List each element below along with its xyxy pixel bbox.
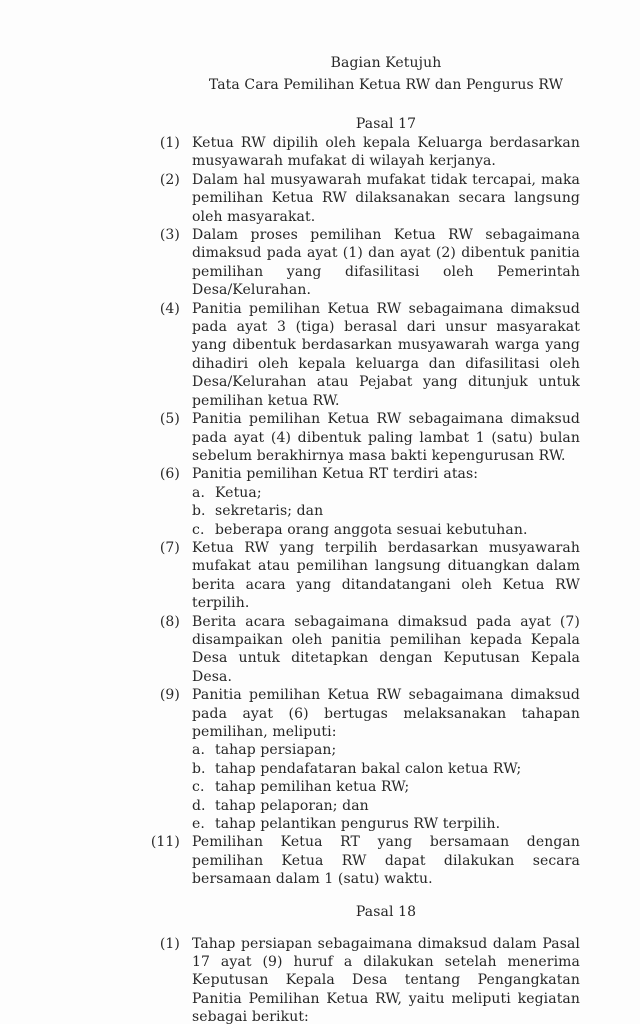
item-body: [192, 613, 580, 687]
item-text: Tahap persiapan sebagaimana dimaksud dalam Pasal 17 ayat (9) huruf a dilakukan setelah menerima Keputusan Kepala Desa tentang Pengangkatan Panitia Pemilihan Ketua RW, yaitu meliputi kegiatan sebagai berikut:: [192, 935, 580, 1024]
article-items: [146, 935, 580, 1024]
item-text: Panitia pemilihan Ketua RW sebagaimana dimaksud pada ayat (4) dibentuk paling lambat 1 (satu) bulan sebelum berakhirnya masa bakti kepengurusan RW.: [192, 411, 580, 464]
article: [0, 903, 640, 1024]
item-text: Berita acara sebagaimana dimaksud pada ayat (7) disampaikan oleh panitia pemilihan kepada Kepala Desa untuk ditetapkan dengan Keputusan Kepala Desa.: [192, 613, 580, 685]
item-text: Panitia pemilihan Ketua RT terdiri atas:: [192, 466, 479, 483]
item-body: [192, 171, 580, 226]
sub-item-text: tahap pelantikan pengurus RW terpilih.: [215, 816, 501, 833]
sub-item-letter: a.: [192, 484, 205, 501]
sub-item-text: tahap pelaporan; dan: [215, 797, 369, 814]
list-item: [146, 539, 580, 613]
item-number: (11): [150, 834, 180, 851]
item-body: [192, 935, 580, 1024]
sub-item-text: tahap pemilihan ketua RW;: [215, 779, 410, 796]
sub-item-letter: b.: [192, 760, 206, 777]
list-item: [146, 300, 580, 410]
item-text: Panitia pemilihan Ketua RW sebagaimana dimaksud pada ayat (6) bertugas melaksanakan tahapan pemilihan, meliputi:: [192, 687, 580, 740]
list-item: [146, 935, 580, 1024]
item-text: Pemilihan Ketua RT yang bersamaan dengan pemilihan Ketua RW dapat dilakukan secara bersamaan dalam 1 (satu) waktu.: [192, 834, 580, 888]
article-title: Pasal 17: [355, 116, 417, 132]
item-body: [192, 134, 580, 171]
item-body: [192, 539, 580, 613]
section-heading-line1: Bagian Ketujuh: [330, 55, 442, 71]
item-number: (5): [159, 411, 180, 428]
item-number: (2): [159, 171, 180, 188]
sub-item-letter: e.: [192, 816, 205, 833]
item-number: (8): [159, 613, 180, 630]
list-item: [146, 686, 580, 833]
sub-item-letter: a.: [192, 742, 205, 759]
item-number: (1): [159, 135, 180, 151]
section-heading: [192, 52, 580, 96]
sub-item-text: sekretaris; dan: [215, 503, 324, 520]
sub-item: [192, 502, 580, 520]
articles-container: [0, 115, 640, 1024]
item-number: (7): [159, 539, 180, 556]
article-items: [146, 134, 580, 889]
sub-item-text: tahap persiapan;: [215, 742, 337, 759]
sub-item-letter: c.: [192, 779, 205, 796]
sub-list: [192, 741, 580, 833]
article: [0, 115, 640, 889]
item-text: Dalam hal musyawarah mufakat tidak tercapai, maka pemilihan Ketua RW dilaksanakan secara langsung oleh masyarakat.: [192, 171, 580, 225]
item-text: Ketua RW dipilih oleh kepala Keluarga berdasarkan musyawarah mufakat di wilayah kerjanya.: [192, 135, 580, 170]
item-body: [192, 300, 580, 410]
list-item: [146, 226, 580, 300]
item-body: [192, 465, 580, 539]
item-number: (3): [159, 227, 180, 244]
list-item: [146, 410, 580, 465]
sub-item: [192, 778, 580, 796]
item-body: [192, 686, 580, 833]
item-number: (1): [159, 935, 180, 952]
sub-item: [192, 484, 580, 502]
item-number: (4): [159, 300, 180, 317]
list-item: [146, 465, 580, 539]
sub-list: [192, 484, 580, 539]
sub-item: [192, 815, 580, 833]
list-item: [146, 833, 580, 888]
sub-item-text: beberapa orang anggota sesuai kebutuhan.: [215, 521, 528, 538]
item-number: (6): [159, 466, 180, 483]
sub-item: [192, 760, 580, 778]
section-heading-line2: Tata Cara Pemilihan Ketua RW dan Pengurus RW: [208, 77, 564, 93]
article-title: Pasal 18: [355, 903, 417, 920]
sub-item: [192, 741, 580, 759]
sub-item: [192, 521, 580, 539]
sub-item-text: Ketua;: [215, 484, 262, 501]
item-text: Panitia pemilihan Ketua RW sebagaimana dimaksud pada ayat 3 (tiga) berasal dari unsur masyarakat yang dibentuk berdasarkan musyawarah warga yang dihadiri oleh kepala keluarga dan difasilitasi oleh Desa/Kelurahan atau Pejabat yang ditunjuk untuk pemilihan ketua RW.: [192, 300, 580, 409]
sub-item-text: tahap pendafataran bakal calon ketua RW;: [215, 760, 522, 777]
sub-item-letter: c.: [192, 521, 205, 538]
list-item: [146, 134, 580, 171]
sub-item-letter: b.: [192, 503, 206, 520]
item-text: Ketua RW yang terpilih berdasarkan musyawarah mufakat atau pemilihan langsung dituangkan dalam berita acara yang ditandatangani oleh Ketua RW terpilih.: [192, 539, 580, 612]
sub-item: [192, 797, 580, 815]
item-body: [192, 833, 580, 888]
item-text: Dalam proses pemilihan Ketua RW sebagaimana dimaksud pada ayat (1) dan ayat (2) dibentuk panitia pemilihan yang difasilitasi oleh Pemerintah Desa/Kelurahan.: [192, 227, 580, 299]
sub-item-letter: d.: [192, 797, 206, 814]
list-item: [146, 171, 580, 226]
item-body: [192, 410, 580, 465]
item-number: (9): [159, 687, 180, 704]
item-body: [192, 226, 580, 300]
list-item: [146, 613, 580, 687]
